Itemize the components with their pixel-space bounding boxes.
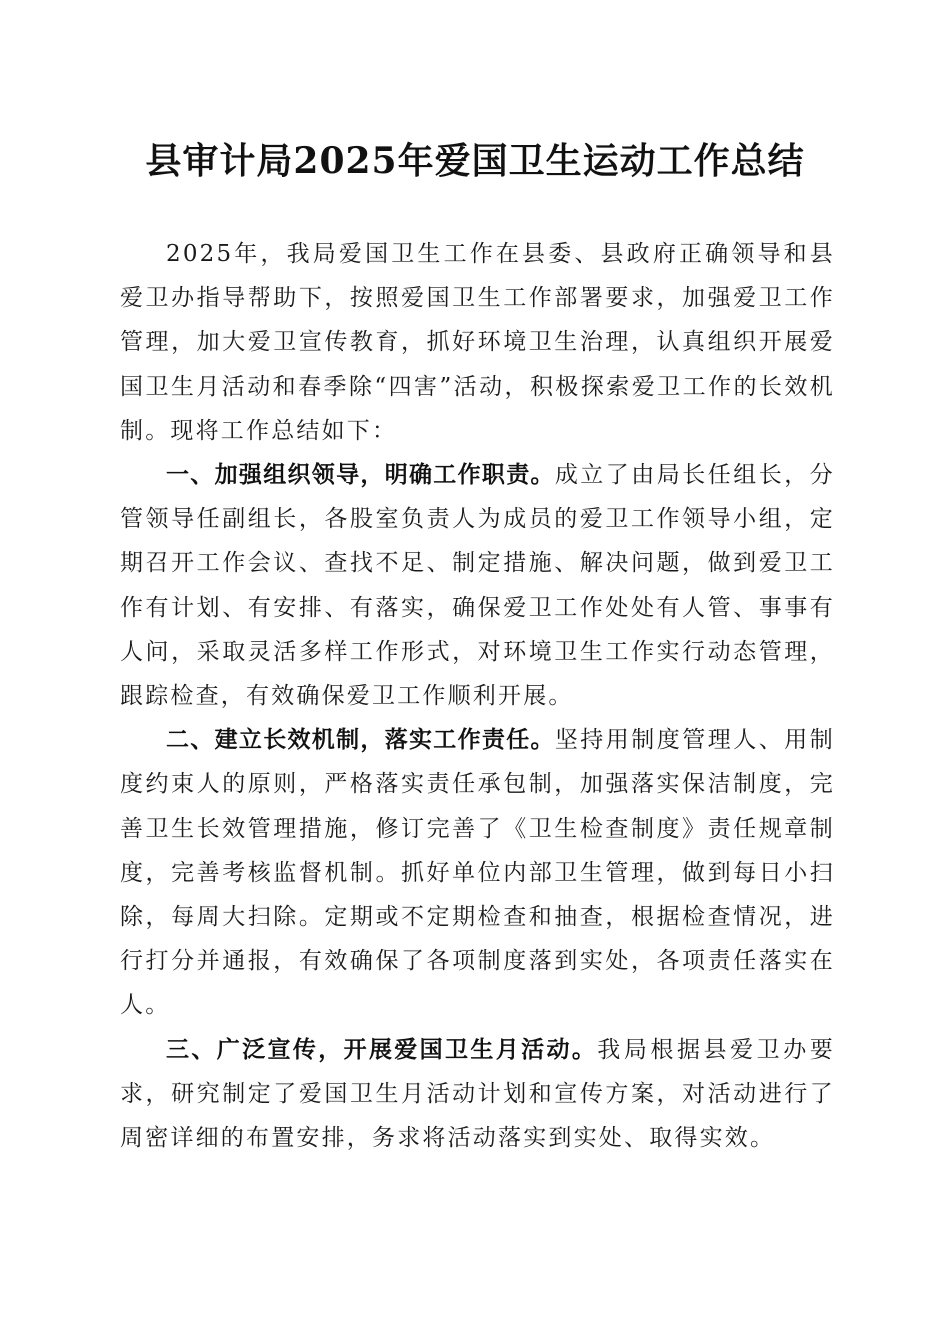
section-2-text: 坚持用制度管理人、用制度约束人的原则，严格落实责任承包制，加强落实保洁制度，完善卫生长效管理措施，修订完善了《卫生检查制度》责任规章制度，完善考核监督机制。抓好单位内部卫生管理，做到每日小扫除，每周大扫除。定期或不定期检查和抽查，根据检查情况，进行打分并通报，有效确保了各项制度落到实处，各项责任落实在人。: [120, 727, 836, 1019]
document-title: 县审计局2025年爱国卫生运动工作总结: [145, 140, 805, 182]
section-1-text: 成立了由局长任组长，分管领导任副组长，各股室负责人为成员的爱卫工作领导小组，定期召开工作会议、查找不足、制定措施、解决问题，做到爱卫工作有计划、有安排、有落实，确保爱卫工作处处有人管、事事有人问，采取灵活多样工作形式，对环境卫生工作实行动态管理，跟踪检查，有效确保爱卫工作顺利开展。: [120, 462, 836, 710]
intro-paragraph-text: 2025年，我局爱国卫生工作在县委、县政府正确领导和县爱卫办指导帮助下，按照爱国卫生工作部署要求，加强爱卫工作管理，加大爱卫宣传教育，抓好环境卫生治理，认真组织开展爱国卫生月活动和春季除“四害”活动，积极探索爱卫工作的长效机制。现将工作总结如下：: [120, 241, 835, 444]
section-2-paragraph: [120, 718, 835, 1027]
document-body: [120, 232, 835, 1160]
section-1-heading: 一、加强组织领导，明确工作职责。: [166, 462, 555, 489]
section-3-heading: 三、广泛宣传，开展爱国卫生月活动。: [166, 1036, 598, 1063]
section-2-heading: 二、建立长效机制，落实工作责任。: [166, 727, 555, 754]
section-3-text: 我局根据县爱卫办要求，研究制定了爱国卫生月活动计划和宣传方案，对活动进行了周密详细的布置安排，务求将活动落实到实处、取得实效。: [120, 1036, 835, 1152]
section-3-paragraph: [120, 1028, 835, 1161]
intro-paragraph: [120, 232, 835, 453]
section-1-paragraph: [120, 453, 835, 718]
